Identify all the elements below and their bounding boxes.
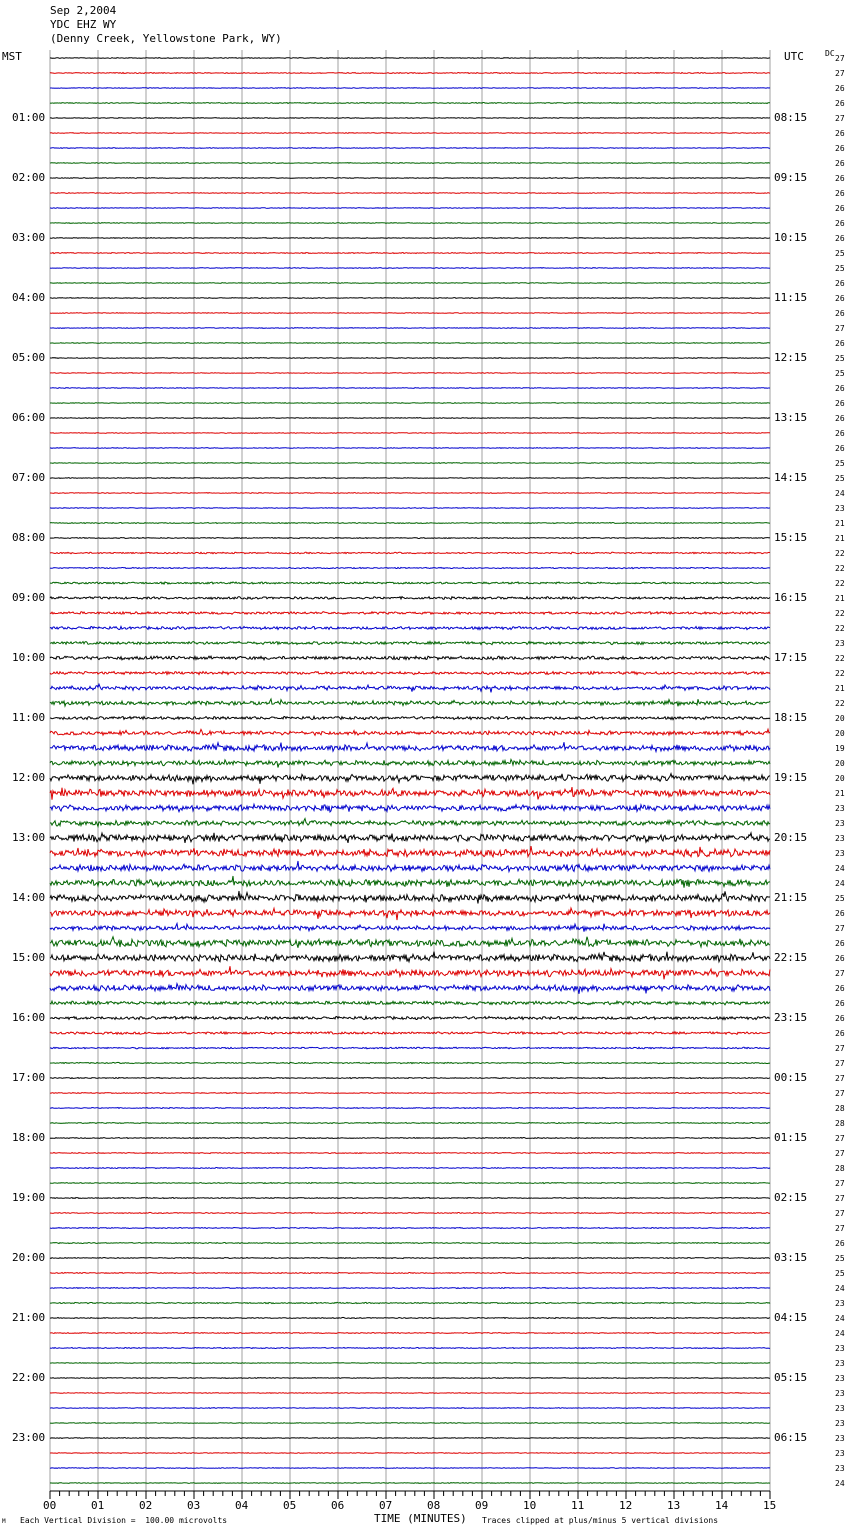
left-hour-label: 17:00	[12, 1071, 46, 1084]
dc-offset-label: 22	[835, 699, 845, 708]
trace-row-72	[50, 1138, 770, 1139]
left-hour-label: 09:00	[12, 591, 46, 604]
x-tick-label: 09	[475, 1499, 489, 1512]
trace-row-42	[50, 684, 770, 692]
trace-row-56	[50, 891, 770, 904]
trace-row-67	[50, 1062, 770, 1063]
left-hour-label: 02:00	[12, 171, 46, 184]
x-tick-label: 06	[331, 1499, 345, 1512]
dc-offset-label: 25	[835, 474, 845, 483]
trace-row-52	[50, 833, 770, 843]
x-tick-label: 14	[715, 1499, 729, 1512]
x-tick-label: 03	[187, 1499, 201, 1512]
trace-row-11	[50, 223, 770, 224]
dc-offset-label: 23	[835, 504, 845, 513]
dc-offset-label: 26	[835, 339, 845, 348]
dc-offset-label: 27	[835, 1209, 845, 1218]
dc-offset-label: 26	[835, 399, 845, 408]
dc-offset-label: 20	[835, 774, 845, 783]
dc-header-label: DC	[825, 49, 835, 58]
x-tick-label: 08	[427, 1499, 441, 1512]
right-hour-label: 08:15	[774, 111, 808, 124]
trace-row-28	[50, 478, 770, 479]
x-tick-label: 07	[379, 1499, 393, 1512]
trace-row-75	[50, 1183, 770, 1184]
trace-row-79	[50, 1243, 770, 1244]
trace-row-5	[50, 133, 770, 134]
dc-offset-label: 25	[835, 264, 845, 273]
dc-offset-label: 28	[835, 1119, 845, 1128]
left-hour-label: 15:00	[12, 951, 46, 964]
trace-row-43	[50, 699, 770, 706]
trace-row-74	[50, 1168, 770, 1169]
dc-offset-label: 22	[835, 549, 845, 558]
trace-row-24	[50, 418, 770, 419]
right-hour-label: 11:15	[774, 291, 808, 304]
trace-row-18	[50, 328, 770, 329]
station-location: (Denny Creek, Yellowstone Park, WY)	[50, 32, 282, 45]
left-hour-label: 13:00	[12, 831, 46, 844]
dc-offset-label: 21	[835, 519, 845, 528]
trace-row-39	[50, 642, 770, 645]
clip-note: Traces clipped at plus/minus 5 vertical divisions	[482, 1516, 719, 1525]
trace-row-65	[50, 1032, 770, 1035]
trace-row-63	[50, 1001, 770, 1005]
dc-offset-label: 26	[835, 174, 845, 183]
dc-offset-label: 26	[835, 219, 845, 228]
dc-offset-label: 21	[835, 534, 845, 543]
trace-row-33	[50, 552, 770, 554]
dc-offset-label: 20	[835, 759, 845, 768]
trace-row-81	[50, 1273, 770, 1274]
trace-row-94	[50, 1468, 770, 1469]
trace-row-35	[50, 582, 770, 584]
right-hour-label: 09:15	[774, 171, 808, 184]
right-hour-label: 14:15	[774, 471, 808, 484]
trace-row-36	[50, 597, 770, 600]
x-axis-title: TIME (MINUTES)	[374, 1512, 467, 1525]
right-hour-label: 13:15	[774, 411, 808, 424]
trace-row-13	[50, 253, 770, 254]
dc-offset-label: 26	[835, 309, 845, 318]
trace-row-29	[50, 493, 770, 494]
dc-offset-label: 20	[835, 714, 845, 723]
dc-offset-label: 26	[835, 414, 845, 423]
dc-offset-label: 27	[835, 324, 845, 333]
trace-row-4	[50, 118, 770, 119]
trace-rows	[50, 58, 770, 1484]
dc-offset-label: 27	[835, 969, 845, 978]
right-hour-label: 17:15	[774, 651, 808, 664]
trace-row-19	[50, 343, 770, 344]
dc-offset-label: 23	[835, 849, 845, 858]
dc-offset-label: 28	[835, 1104, 845, 1113]
right-hour-label: 01:15	[774, 1131, 808, 1144]
left-hour-label: 01:00	[12, 111, 46, 124]
trace-row-23	[50, 403, 770, 404]
right-hour-label: 05:15	[774, 1371, 808, 1384]
dc-offset-label: 24	[835, 1284, 845, 1293]
dc-offset-label: 27	[835, 1194, 845, 1203]
trace-row-25	[50, 433, 770, 434]
dc-offset-label: 26	[835, 954, 845, 963]
trace-row-54	[50, 861, 770, 872]
dc-offset-label: 24	[835, 879, 845, 888]
right-hour-label: 19:15	[774, 771, 808, 784]
dc-offset-label: 24	[835, 1479, 845, 1488]
trace-row-88	[50, 1378, 770, 1379]
dc-offset-label: 26	[835, 279, 845, 288]
dc-offset-label: 26	[835, 384, 845, 393]
trace-row-61	[50, 966, 770, 979]
dc-offset-label: 27	[835, 1224, 845, 1233]
trace-row-16	[50, 298, 770, 299]
trace-row-12	[50, 238, 770, 239]
dc-offset-label: 23	[835, 1404, 845, 1413]
left-hour-label: 12:00	[12, 771, 46, 784]
trace-row-34	[50, 567, 770, 568]
station-code: YDC EHZ WY	[50, 18, 117, 31]
trace-row-47	[50, 759, 770, 767]
trace-row-9	[50, 193, 770, 194]
right-hour-label: 15:15	[774, 531, 808, 544]
trace-row-62	[50, 984, 770, 994]
trace-row-85	[50, 1333, 770, 1334]
dc-offset-label: 25	[835, 459, 845, 468]
dc-offset-label: 24	[835, 489, 845, 498]
left-hour-label: 04:00	[12, 291, 46, 304]
trace-row-31	[50, 523, 770, 524]
trace-row-8	[50, 178, 770, 179]
dc-offset-label: 23	[835, 804, 845, 813]
dc-offset-label: 23	[835, 1359, 845, 1368]
left-hour-label: 22:00	[12, 1371, 46, 1384]
right-timezone-label: UTC	[784, 50, 804, 63]
dc-offset-label: 22	[835, 669, 845, 678]
trace-row-82	[50, 1288, 770, 1289]
trace-row-26	[50, 448, 770, 449]
dc-offset-label: 22	[835, 564, 845, 573]
left-hour-label: 07:00	[12, 471, 46, 484]
trace-row-69	[50, 1092, 770, 1093]
trace-row-50	[50, 804, 770, 812]
trace-row-0	[50, 58, 770, 59]
trace-row-60	[50, 952, 770, 962]
trace-row-91	[50, 1423, 770, 1424]
dc-offset-label: 23	[835, 1434, 845, 1443]
left-hour-label: 08:00	[12, 531, 46, 544]
dc-offset-label: 27	[835, 1149, 845, 1158]
dc-offset-label: 25	[835, 894, 845, 903]
trace-row-89	[50, 1393, 770, 1394]
dc-offset-label: 26	[835, 1239, 845, 1248]
trace-row-40	[50, 656, 770, 660]
trace-row-45	[50, 729, 770, 735]
dc-offset-label: 27	[835, 114, 845, 123]
trace-row-6	[50, 148, 770, 149]
trace-row-14	[50, 268, 770, 269]
dc-offset-label: 26	[835, 1014, 845, 1023]
dc-offset-label: 27	[835, 1179, 845, 1188]
trace-row-70	[50, 1108, 770, 1109]
dc-offset-label: 23	[835, 1419, 845, 1428]
trace-row-71	[50, 1123, 770, 1124]
dc-offset-label: 25	[835, 1269, 845, 1278]
trace-row-68	[50, 1078, 770, 1079]
x-axis	[50, 1491, 770, 1499]
dc-offset-label: 26	[835, 189, 845, 198]
trace-row-53	[50, 846, 770, 857]
trace-row-2	[50, 88, 770, 89]
right-hour-label: 16:15	[774, 591, 808, 604]
trace-row-95	[50, 1483, 770, 1484]
dc-offset-label: 27	[835, 1074, 845, 1083]
right-hour-label: 10:15	[774, 231, 808, 244]
dc-offset-label: 26	[835, 99, 845, 108]
trace-row-10	[50, 208, 770, 209]
trace-row-90	[50, 1408, 770, 1409]
dc-offset-label: 23	[835, 639, 845, 648]
dc-offset-label: 26	[835, 444, 845, 453]
right-hour-label: 00:15	[774, 1071, 808, 1084]
dc-offset-label: 27	[835, 54, 845, 63]
trace-row-22	[50, 388, 770, 389]
left-timezone-label: MST	[2, 50, 22, 63]
time-grid	[50, 50, 770, 1491]
left-hour-label: 18:00	[12, 1131, 46, 1144]
dc-offset-label: 27	[835, 1044, 845, 1053]
dc-offset-label: 25	[835, 249, 845, 258]
trace-row-44	[50, 716, 770, 719]
dc-offset-label: 27	[835, 924, 845, 933]
right-hour-label: 23:15	[774, 1011, 808, 1024]
left-hour-label: 23:00	[12, 1431, 46, 1444]
trace-row-32	[50, 538, 770, 539]
x-tick-label: 10	[523, 1499, 537, 1512]
dc-offset-label: 23	[835, 1464, 845, 1473]
trace-row-38	[50, 626, 770, 629]
dc-offset-label: 27	[835, 69, 845, 78]
dc-offset-label: 22	[835, 579, 845, 588]
dc-offset-label: 23	[835, 834, 845, 843]
left-hour-label: 16:00	[12, 1011, 46, 1024]
trace-row-59	[50, 937, 770, 948]
scale-note: Each Vertical Division = 100.00 microvolts	[20, 1516, 228, 1525]
right-hour-label: 04:15	[774, 1311, 808, 1324]
right-hour-label: 22:15	[774, 951, 808, 964]
dc-offset-label: 21	[835, 594, 845, 603]
trace-row-86	[50, 1348, 770, 1349]
dc-offset-label: 26	[835, 999, 845, 1008]
trace-row-83	[50, 1302, 770, 1303]
trace-row-17	[50, 313, 770, 314]
right-hour-label: 02:15	[774, 1191, 808, 1204]
x-tick-label: 02	[139, 1499, 153, 1512]
right-hour-label: 06:15	[774, 1431, 808, 1444]
dc-offset-label: 27	[835, 1059, 845, 1068]
trace-row-30	[50, 508, 770, 509]
dc-offset-label: 25	[835, 369, 845, 378]
dc-offset-label: 26	[835, 204, 845, 213]
dc-offset-label: 24	[835, 1314, 845, 1323]
trace-row-1	[50, 73, 770, 74]
dc-offset-label: 26	[835, 909, 845, 918]
dc-offset-label: 22	[835, 654, 845, 663]
x-tick-label: 01	[91, 1499, 105, 1512]
dc-offset-label: 20	[835, 729, 845, 738]
dc-offset-label: 26	[835, 984, 845, 993]
trace-row-21	[50, 373, 770, 374]
x-tick-label: 00	[43, 1499, 57, 1512]
trace-row-57	[50, 908, 770, 920]
trace-row-78	[50, 1228, 770, 1229]
dc-offset-label: 26	[835, 294, 845, 303]
trace-row-77	[50, 1212, 770, 1213]
right-hour-label: 12:15	[774, 351, 808, 364]
corner-mark: M	[2, 1518, 6, 1525]
trace-row-37	[50, 612, 770, 615]
dc-offset-label: 26	[835, 1029, 845, 1038]
trace-row-7	[50, 163, 770, 164]
right-hour-label: 03:15	[774, 1251, 808, 1264]
right-hour-label: 20:15	[774, 831, 808, 844]
x-tick-label: 05	[283, 1499, 297, 1512]
trace-row-73	[50, 1153, 770, 1154]
trace-row-84	[50, 1317, 770, 1318]
left-hour-label: 14:00	[12, 891, 46, 904]
trace-row-46	[50, 742, 770, 751]
trace-row-58	[50, 924, 770, 932]
trace-row-80	[50, 1258, 770, 1259]
dc-offset-label: 25	[835, 354, 845, 363]
right-hour-label: 21:15	[774, 891, 808, 904]
dc-offset-label: 23	[835, 1389, 845, 1398]
dc-offset-label: 23	[835, 1299, 845, 1308]
dc-offset-label: 27	[835, 1134, 845, 1143]
trace-row-27	[50, 463, 770, 464]
plot-date: Sep 2,2004	[50, 4, 117, 17]
trace-row-64	[50, 1016, 770, 1019]
x-tick-label: 15	[763, 1499, 777, 1512]
dc-offset-label: 21	[835, 789, 845, 798]
dc-offset-label: 26	[835, 939, 845, 948]
left-hour-label: 19:00	[12, 1191, 46, 1204]
dc-offset-label: 22	[835, 609, 845, 618]
trace-row-15	[50, 283, 770, 284]
trace-row-55	[50, 876, 770, 888]
dc-offset-label: 25	[835, 1254, 845, 1263]
dc-offset-label: 26	[835, 429, 845, 438]
dc-offset-label: 26	[835, 129, 845, 138]
dc-offset-label: 22	[835, 624, 845, 633]
trace-row-76	[50, 1198, 770, 1199]
dc-offset-label: 23	[835, 1449, 845, 1458]
trace-row-51	[50, 819, 770, 827]
trace-row-41	[50, 671, 770, 674]
trace-row-3	[50, 103, 770, 104]
dc-offset-label: 24	[835, 1329, 845, 1338]
dc-offset-label: 23	[835, 819, 845, 828]
dc-offset-label: 24	[835, 864, 845, 873]
trace-row-66	[50, 1047, 770, 1049]
trace-row-48	[50, 774, 770, 785]
left-hour-label: 21:00	[12, 1311, 46, 1324]
dc-offset-label: 27	[835, 1089, 845, 1098]
trace-row-49	[50, 787, 770, 800]
trace-row-93	[50, 1453, 770, 1454]
right-hour-label: 18:15	[774, 711, 808, 724]
x-tick-label: 13	[667, 1499, 681, 1512]
trace-row-92	[50, 1438, 770, 1439]
dc-offset-label: 26	[835, 159, 845, 168]
x-tick-label: 04	[235, 1499, 249, 1512]
left-hour-label: 20:00	[12, 1251, 46, 1264]
x-tick-label: 11	[571, 1499, 585, 1512]
left-hour-label: 11:00	[12, 711, 46, 724]
left-hour-label: 03:00	[12, 231, 46, 244]
left-hour-label: 10:00	[12, 651, 46, 664]
dc-offset-label: 26	[835, 84, 845, 93]
dc-offset-label: 23	[835, 1374, 845, 1383]
trace-row-87	[50, 1363, 770, 1364]
dc-offset-label: 21	[835, 684, 845, 693]
dc-offset-label: 26	[835, 234, 845, 243]
left-hour-label: 05:00	[12, 351, 46, 364]
dc-offset-label: 19	[835, 744, 845, 753]
dc-offset-label: 26	[835, 144, 845, 153]
x-tick-label: 12	[619, 1499, 633, 1512]
left-hour-label: 06:00	[12, 411, 46, 424]
dc-offset-label: 23	[835, 1344, 845, 1353]
dc-offset-label: 28	[835, 1164, 845, 1173]
trace-row-20	[50, 358, 770, 359]
